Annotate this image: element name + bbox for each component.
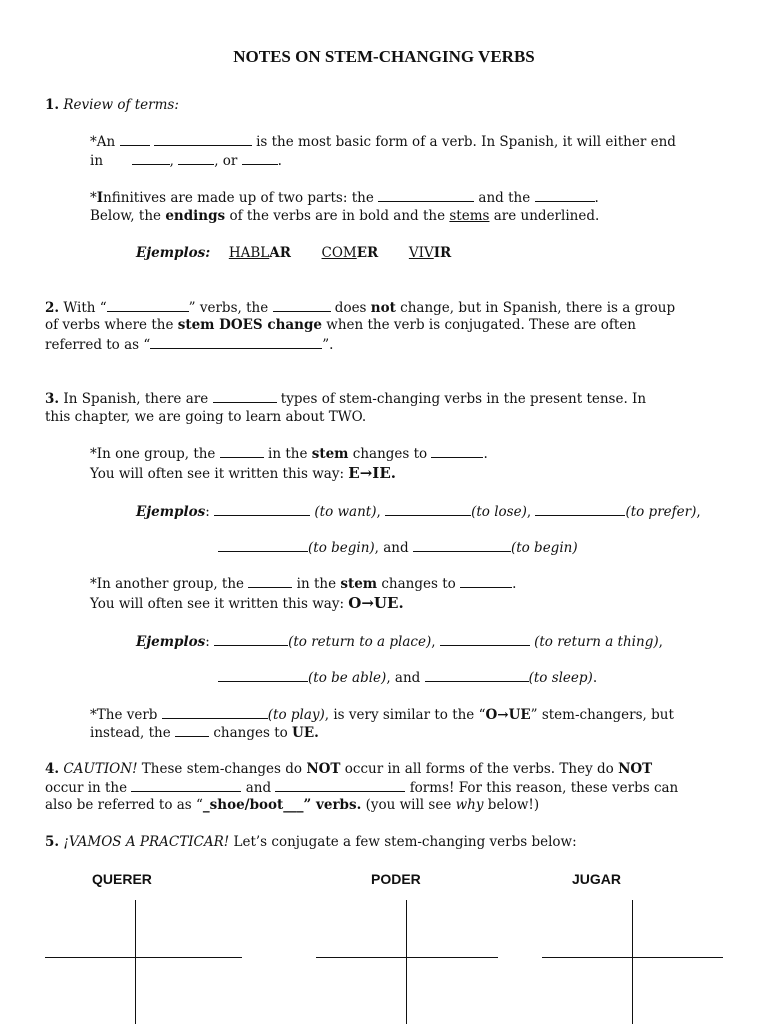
text: , is very similar to the “ — [324, 707, 486, 723]
text: O→UE — [485, 707, 531, 723]
s3-line-1 — [45, 389, 646, 408]
text: (to prefer) — [625, 504, 697, 520]
text: not — [370, 300, 396, 316]
text: (to return to a place) — [288, 634, 432, 650]
ejemplos-label: Ejemplos — [136, 634, 206, 650]
s2-line-1 — [45, 298, 675, 317]
text: changes to — [352, 446, 428, 462]
text: occur in all forms of the verbs. They do — [344, 761, 614, 777]
text: stems — [449, 208, 490, 224]
text: , — [526, 504, 532, 520]
text: (to begin) — [308, 540, 375, 556]
blank[interactable] — [242, 151, 278, 165]
blank[interactable] — [132, 151, 170, 165]
blank[interactable] — [248, 574, 292, 588]
text: These stem-changes do — [141, 761, 303, 777]
text: Below, the — [90, 208, 162, 224]
blank[interactable] — [413, 538, 511, 552]
text: You will often see it written this way: — [90, 466, 344, 482]
blank[interactable] — [425, 668, 529, 682]
s3-verb-line-1 — [90, 705, 674, 724]
text: *An — [90, 134, 116, 150]
text: stem — [340, 576, 378, 592]
text: instead, the — [90, 725, 171, 741]
text: Let’s conjugate a few stem-changing verbs below: — [233, 834, 577, 850]
s1-line-2 — [90, 151, 282, 170]
s2-line-2 — [45, 316, 636, 334]
text: UE. — [292, 725, 319, 741]
text: , — [431, 634, 436, 650]
s5-line-1 — [45, 833, 577, 851]
section-title: Review of terms — [63, 97, 175, 113]
blank[interactable] — [460, 574, 512, 588]
s1-examples — [136, 244, 451, 262]
stem: VIV — [408, 245, 434, 261]
chart-horizontal-line — [45, 957, 242, 958]
section-number: 5. — [45, 834, 60, 850]
text: of verbs where the — [45, 317, 174, 333]
stem: HABL — [228, 245, 270, 261]
blank[interactable] — [275, 778, 405, 792]
s3-o-examples-2 — [218, 668, 597, 687]
s3-verb-line-2 — [90, 723, 319, 742]
s3-group-2 — [90, 574, 516, 593]
blank[interactable] — [154, 132, 252, 146]
blank[interactable] — [440, 632, 530, 646]
text: when the verb is conjugated. These are often — [326, 317, 636, 333]
s4-line-2 — [45, 778, 678, 797]
blank[interactable] — [175, 723, 209, 737]
s3-group-1-rule — [90, 464, 396, 483]
text: * — [90, 190, 97, 206]
text: change, but in Spanish, there is a group — [400, 300, 676, 316]
text: (to play) — [267, 707, 325, 723]
text: also be referred to as “ — [45, 797, 203, 813]
blank[interactable] — [218, 668, 308, 682]
blank[interactable] — [378, 188, 474, 202]
chart-verb-jugar: JUGAR — [572, 871, 622, 887]
text: (to return a thing) — [534, 634, 659, 650]
s1-line-3 — [90, 188, 599, 207]
example-verb — [322, 245, 379, 261]
text: does — [334, 300, 367, 316]
text: . — [512, 576, 517, 592]
text: NOT — [618, 761, 653, 777]
text: *In another group, the — [90, 576, 245, 592]
section-number: 3. — [45, 391, 60, 407]
text: In Spanish, there are — [63, 391, 209, 407]
text: types of stem-changing verbs in the present tense. In — [280, 391, 647, 407]
blank[interactable] — [162, 705, 268, 719]
ejemplos-label: Ejemplos — [136, 504, 206, 520]
text: , and — [374, 540, 409, 556]
s1-line-4 — [90, 207, 599, 225]
blank[interactable] — [218, 538, 308, 552]
text: With “ — [63, 300, 107, 316]
chart-verb-poder: PODER — [371, 871, 421, 887]
blank[interactable] — [214, 632, 288, 646]
chart-vertical-line — [406, 900, 407, 1024]
text: (to be able) — [308, 670, 387, 686]
text: endings — [165, 208, 226, 224]
ejemplos-label: Ejemplos: — [136, 245, 211, 261]
s3-e-examples-2 — [218, 538, 578, 557]
text: , and — [386, 670, 421, 686]
s3-e-examples-1 — [136, 502, 701, 521]
text: nfinitives are made up of two parts: the — [103, 190, 374, 206]
text: ¡VAMOS A PRACTICAR! — [63, 834, 230, 850]
text: and the — [478, 190, 531, 206]
blank[interactable] — [535, 188, 595, 202]
blank[interactable] — [214, 502, 310, 516]
text: . — [592, 670, 598, 686]
text: (you will see — [365, 797, 452, 813]
s3-line-2: this chapter, we are going to learn about TWO. — [45, 409, 367, 425]
text: (to want) — [314, 504, 377, 520]
text: *The verb — [90, 707, 158, 723]
text: , — [658, 634, 663, 650]
text: stem — [311, 446, 349, 462]
ending: ER — [356, 245, 379, 261]
example-verb — [229, 245, 291, 261]
text: below!) — [487, 797, 540, 813]
text: . — [277, 153, 282, 169]
text: why — [455, 797, 484, 813]
s1-line-1 — [90, 132, 676, 151]
text: , — [169, 153, 174, 169]
text: : — [205, 634, 210, 650]
text: , — [696, 504, 701, 520]
text: (to begin) — [510, 540, 578, 556]
text: You will often see it written this way: — [90, 596, 344, 612]
section-number: 1. — [45, 97, 60, 113]
blank[interactable] — [120, 132, 150, 146]
blank[interactable] — [431, 444, 483, 458]
ending: AR — [269, 245, 291, 261]
chart-horizontal-line — [542, 957, 723, 958]
s4-line-1 — [45, 760, 652, 778]
chart-horizontal-line — [316, 957, 498, 958]
blank[interactable] — [107, 298, 189, 312]
chart-vertical-line — [135, 900, 136, 1024]
text: _shoe/boot___” verbs. — [202, 797, 362, 813]
blank[interactable] — [385, 502, 471, 516]
section-number: 4. — [45, 761, 60, 777]
text: are underlined. — [493, 208, 600, 224]
text: in the — [268, 446, 308, 462]
text: changes to — [213, 725, 288, 741]
s2-line-3 — [45, 335, 333, 354]
text: (to sleep) — [528, 670, 593, 686]
text: I — [96, 190, 104, 206]
text: ” stem-changers, but — [530, 707, 674, 723]
text: : — [205, 504, 210, 520]
s3-group-1 — [90, 444, 488, 463]
blank[interactable] — [220, 444, 264, 458]
stem: COM — [321, 245, 357, 261]
page-title: NOTES ON STEM-CHANGING VERBS — [233, 47, 535, 66]
section-number: 2. — [45, 300, 60, 316]
s4-line-3 — [45, 796, 539, 814]
text: is the most basic form of a verb. In Spanish, it will either end — [256, 134, 676, 150]
blank[interactable] — [131, 778, 241, 792]
ending: IR — [433, 245, 452, 261]
blank[interactable] — [150, 335, 322, 349]
text: CAUTION! — [63, 761, 138, 777]
text: . — [483, 446, 488, 462]
s3-o-examples-1 — [136, 632, 663, 651]
blank[interactable] — [178, 151, 214, 165]
text: changes to — [381, 576, 456, 592]
text: , — [376, 504, 381, 520]
text: of the verbs are in bold and the — [229, 208, 446, 224]
section-1-heading — [45, 96, 179, 114]
blank[interactable] — [213, 389, 277, 403]
rule-e-ie: E→IE. — [348, 464, 396, 482]
text: referred to as “ — [45, 337, 151, 353]
text: stem DOES change — [177, 317, 322, 333]
text: NOT — [306, 761, 341, 777]
text: in — [90, 153, 104, 169]
blank[interactable] — [273, 298, 331, 312]
colon: : — [174, 97, 179, 113]
text: ” verbs, the — [188, 300, 269, 316]
blank[interactable] — [535, 502, 625, 516]
text: forms! For this reason, these verbs can — [409, 780, 679, 796]
text: occur in the — [45, 780, 128, 796]
text: in the — [296, 576, 337, 592]
s3-group-2-rule — [90, 594, 404, 613]
text: *In one group, the — [90, 446, 216, 462]
example-verb — [409, 245, 451, 261]
chart-vertical-line — [632, 900, 633, 1024]
text: . — [594, 190, 599, 206]
text: and — [245, 780, 272, 796]
chart-verb-querer: QUERER — [92, 871, 152, 887]
text: , or — [214, 153, 238, 169]
text: ”. — [322, 337, 334, 353]
rule-o-ue: O→UE. — [348, 594, 404, 612]
text: (to lose) — [471, 504, 527, 520]
